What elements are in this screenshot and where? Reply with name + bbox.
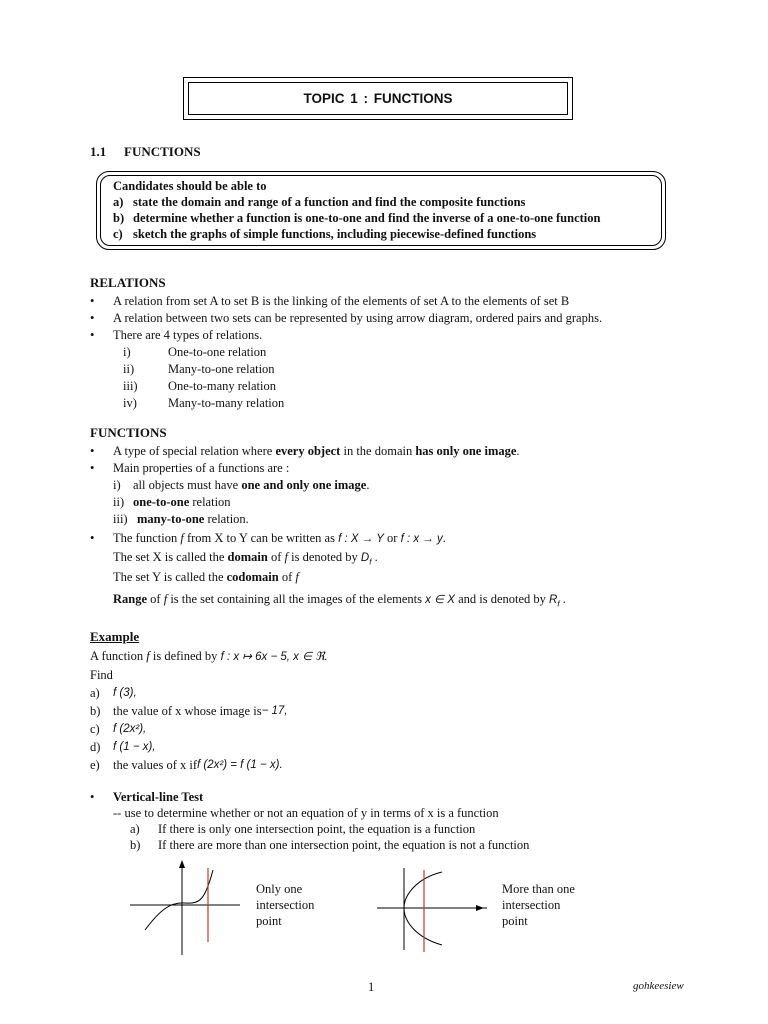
- math-symbol: f: [163, 592, 168, 606]
- objectives-box: [96, 171, 666, 250]
- text-run: is defined by: [149, 649, 221, 663]
- vlt-heading-row: [90, 789, 529, 805]
- text-run: from X to Y can be written as: [183, 531, 339, 545]
- objective-item: [113, 194, 600, 210]
- relations-bullet: [90, 327, 602, 412]
- objective-label: c): [113, 227, 123, 241]
- vlt-heading: Vertical-line Test: [113, 790, 204, 804]
- graph-label-right: [502, 881, 575, 929]
- math-expression: − 17,: [261, 705, 288, 717]
- property-label: iii): [113, 512, 128, 526]
- math-symbol: f: [284, 550, 288, 564]
- text-run: relation: [189, 495, 231, 509]
- math-expression: f (1 − x),: [113, 741, 156, 753]
- functions-bullet: [90, 460, 520, 528]
- math-expression: f : x → y: [400, 533, 443, 545]
- vlt-item-text: If there is only one intersection point, the equation is a function: [158, 822, 476, 836]
- text-run: .: [559, 592, 566, 606]
- x-axis-arrow: [476, 905, 484, 911]
- functions-list: [90, 443, 520, 548]
- bold-text: has only one image: [415, 444, 517, 458]
- relation-type-label: i): [123, 345, 131, 359]
- curve: [145, 870, 213, 930]
- vertical-line-test: [90, 789, 529, 853]
- property-label: i): [113, 478, 121, 492]
- example-item: [90, 720, 328, 738]
- section-title: FUNCTIONS: [124, 144, 201, 159]
- functions-heading: FUNCTIONS: [90, 425, 167, 440]
- bold-text: many-to-one: [137, 512, 205, 526]
- domain-line: [113, 550, 378, 567]
- section-heading: [90, 144, 201, 160]
- text-run: The set X is called the: [113, 550, 228, 564]
- objectives-intro: Candidates should be able to: [113, 179, 267, 193]
- vlt-item: [90, 837, 529, 853]
- graph-label-left: [256, 881, 314, 929]
- objective-label: b): [113, 211, 125, 225]
- codomain-line: [113, 570, 299, 585]
- vlt-description: -- use to determine whether or not an equation of y in terms of x is a function: [113, 806, 499, 820]
- objective-label: a): [113, 195, 124, 209]
- vlt-item: [90, 821, 529, 837]
- relation-type-label: ii): [123, 362, 135, 376]
- bold-text: every object: [275, 444, 341, 458]
- objective-text: determine whether a function is one-to-one and find the inverse of a one-to-one function: [133, 211, 601, 225]
- relation-type-item: [123, 344, 602, 361]
- example-item: [90, 684, 328, 702]
- bold-text: one and only one image: [241, 478, 367, 492]
- bold-text: domain: [227, 550, 268, 564]
- text-run: of: [147, 592, 164, 606]
- bold-text: one-to-one: [133, 495, 190, 509]
- example-item-label: b): [90, 704, 101, 718]
- relations-bullet-text: There are 4 types of relations.: [113, 328, 263, 342]
- function-properties-list: [113, 477, 520, 528]
- objective-item: [113, 210, 600, 226]
- relation-type-label: iii): [123, 379, 138, 393]
- text-run: .: [516, 444, 520, 458]
- example-item-label: c): [90, 722, 100, 736]
- label-line: intersection: [256, 898, 315, 912]
- text-run: The set Y is called the: [113, 570, 227, 584]
- text-run: and is denoted by: [454, 592, 550, 606]
- example-item: [90, 738, 328, 756]
- example-item: [90, 756, 328, 774]
- relations-list: [90, 293, 602, 412]
- functions-bullet: [90, 530, 520, 548]
- vlt-item-label: a): [130, 822, 140, 836]
- math-symbol: D: [360, 552, 370, 564]
- bullet: •: [90, 790, 95, 804]
- text-run: .: [442, 531, 446, 545]
- text-run: The function: [113, 531, 181, 545]
- text-run: Main properties of a functions are :: [113, 461, 290, 475]
- relation-type-text: One-to-one relation: [168, 345, 267, 359]
- math-expression: x ∈ X: [425, 594, 455, 606]
- objective-text: sketch the graphs of simple functions, including piecewise-defined functions: [133, 227, 537, 241]
- bold-text: codomain: [226, 570, 279, 584]
- text-run: of: [278, 570, 296, 584]
- function-property: [113, 511, 520, 528]
- objective-text: state the domain and range of a function and find the composite functions: [133, 195, 526, 209]
- math-subscript: f: [369, 557, 372, 567]
- relation-types-list: [113, 344, 602, 412]
- relations-heading: RELATIONS: [90, 275, 166, 290]
- relations-bullet: • A relation from set A to set B is the linking of the elements of set A to the elements of set B: [90, 293, 602, 310]
- math-expression: f (2x²) = f (1 − x).: [197, 759, 283, 771]
- relation-type-item: [123, 378, 602, 395]
- math-symbol: f: [180, 531, 184, 545]
- function-property: [113, 494, 520, 511]
- function-property: [113, 477, 520, 494]
- objective-item: [113, 226, 600, 242]
- section-number: 1.1: [90, 144, 107, 159]
- function-graph-diagram: [125, 860, 245, 960]
- y-axis-arrow: [179, 860, 185, 868]
- math-symbol: R: [549, 594, 558, 606]
- text-run: A function: [90, 649, 147, 663]
- vlt-item-label: b): [130, 838, 141, 852]
- text-run: all objects must have: [133, 478, 242, 492]
- text-run: .: [371, 550, 378, 564]
- label-line: More than one: [502, 882, 575, 896]
- vlt-item-text: If there are more than one intersection point, the equation is not a function: [158, 838, 530, 852]
- label-line: intersection: [502, 898, 561, 912]
- text-run: of: [267, 550, 285, 564]
- bold-text: Range: [113, 592, 148, 606]
- relation-type-text: Many-to-many relation: [168, 396, 285, 410]
- non-function-graph-diagram: [372, 860, 492, 960]
- math-subscript: f: [557, 599, 560, 609]
- example-item-label: a): [90, 686, 100, 700]
- math-symbol: f: [146, 649, 150, 663]
- topic-title-box: [183, 77, 573, 120]
- math-expression: f : X → Y: [338, 533, 384, 545]
- relations-bullet: • A relation between two sets can be represented by using arrow diagram, ordered pairs and graphs.: [90, 310, 602, 327]
- text-run: relation.: [204, 512, 249, 526]
- example-definition: [90, 647, 328, 666]
- label-line: point: [256, 914, 282, 928]
- math-symbol: f: [295, 570, 299, 584]
- math-expression: f (2x²),: [113, 723, 147, 735]
- text-run: in the domain: [340, 444, 416, 458]
- math-expression: f : x ↦ 6x − 5, x ∈ ℜ.: [220, 651, 328, 663]
- example-block: [90, 647, 328, 774]
- example-item: [90, 702, 328, 720]
- text-run: the values of x if: [113, 758, 198, 772]
- relation-type-text: Many-to-one relation: [168, 362, 275, 376]
- text-run: or: [383, 531, 401, 545]
- text-run: is the set containing all the images of the elements: [167, 592, 426, 606]
- author-signature: gohkeesiew: [633, 980, 684, 992]
- text-run: is denoted by: [288, 550, 361, 564]
- text-run: A type of special relation where: [113, 444, 276, 458]
- range-line: [113, 592, 566, 609]
- relation-type-text: One-to-many relation: [168, 379, 276, 393]
- text-run: the value of x whose image is: [113, 704, 262, 718]
- label-line: point: [502, 914, 528, 928]
- functions-bullet: [90, 443, 520, 460]
- example-find: Find: [90, 668, 113, 682]
- example-heading: Example: [90, 629, 140, 644]
- math-expression: f (3),: [113, 687, 137, 699]
- text-run: .: [366, 478, 370, 492]
- page-number: 1: [368, 980, 375, 994]
- topic-title: TOPIC 1 : FUNCTIONS: [188, 82, 568, 115]
- property-label: ii): [113, 495, 125, 509]
- relation-type-item: [123, 395, 602, 412]
- example-item-label: d): [90, 740, 101, 754]
- objectives-text: [113, 178, 600, 242]
- relation-type-item: [123, 361, 602, 378]
- example-item-label: e): [90, 758, 100, 772]
- label-line: Only one: [256, 882, 303, 896]
- relation-type-label: iv): [123, 396, 137, 410]
